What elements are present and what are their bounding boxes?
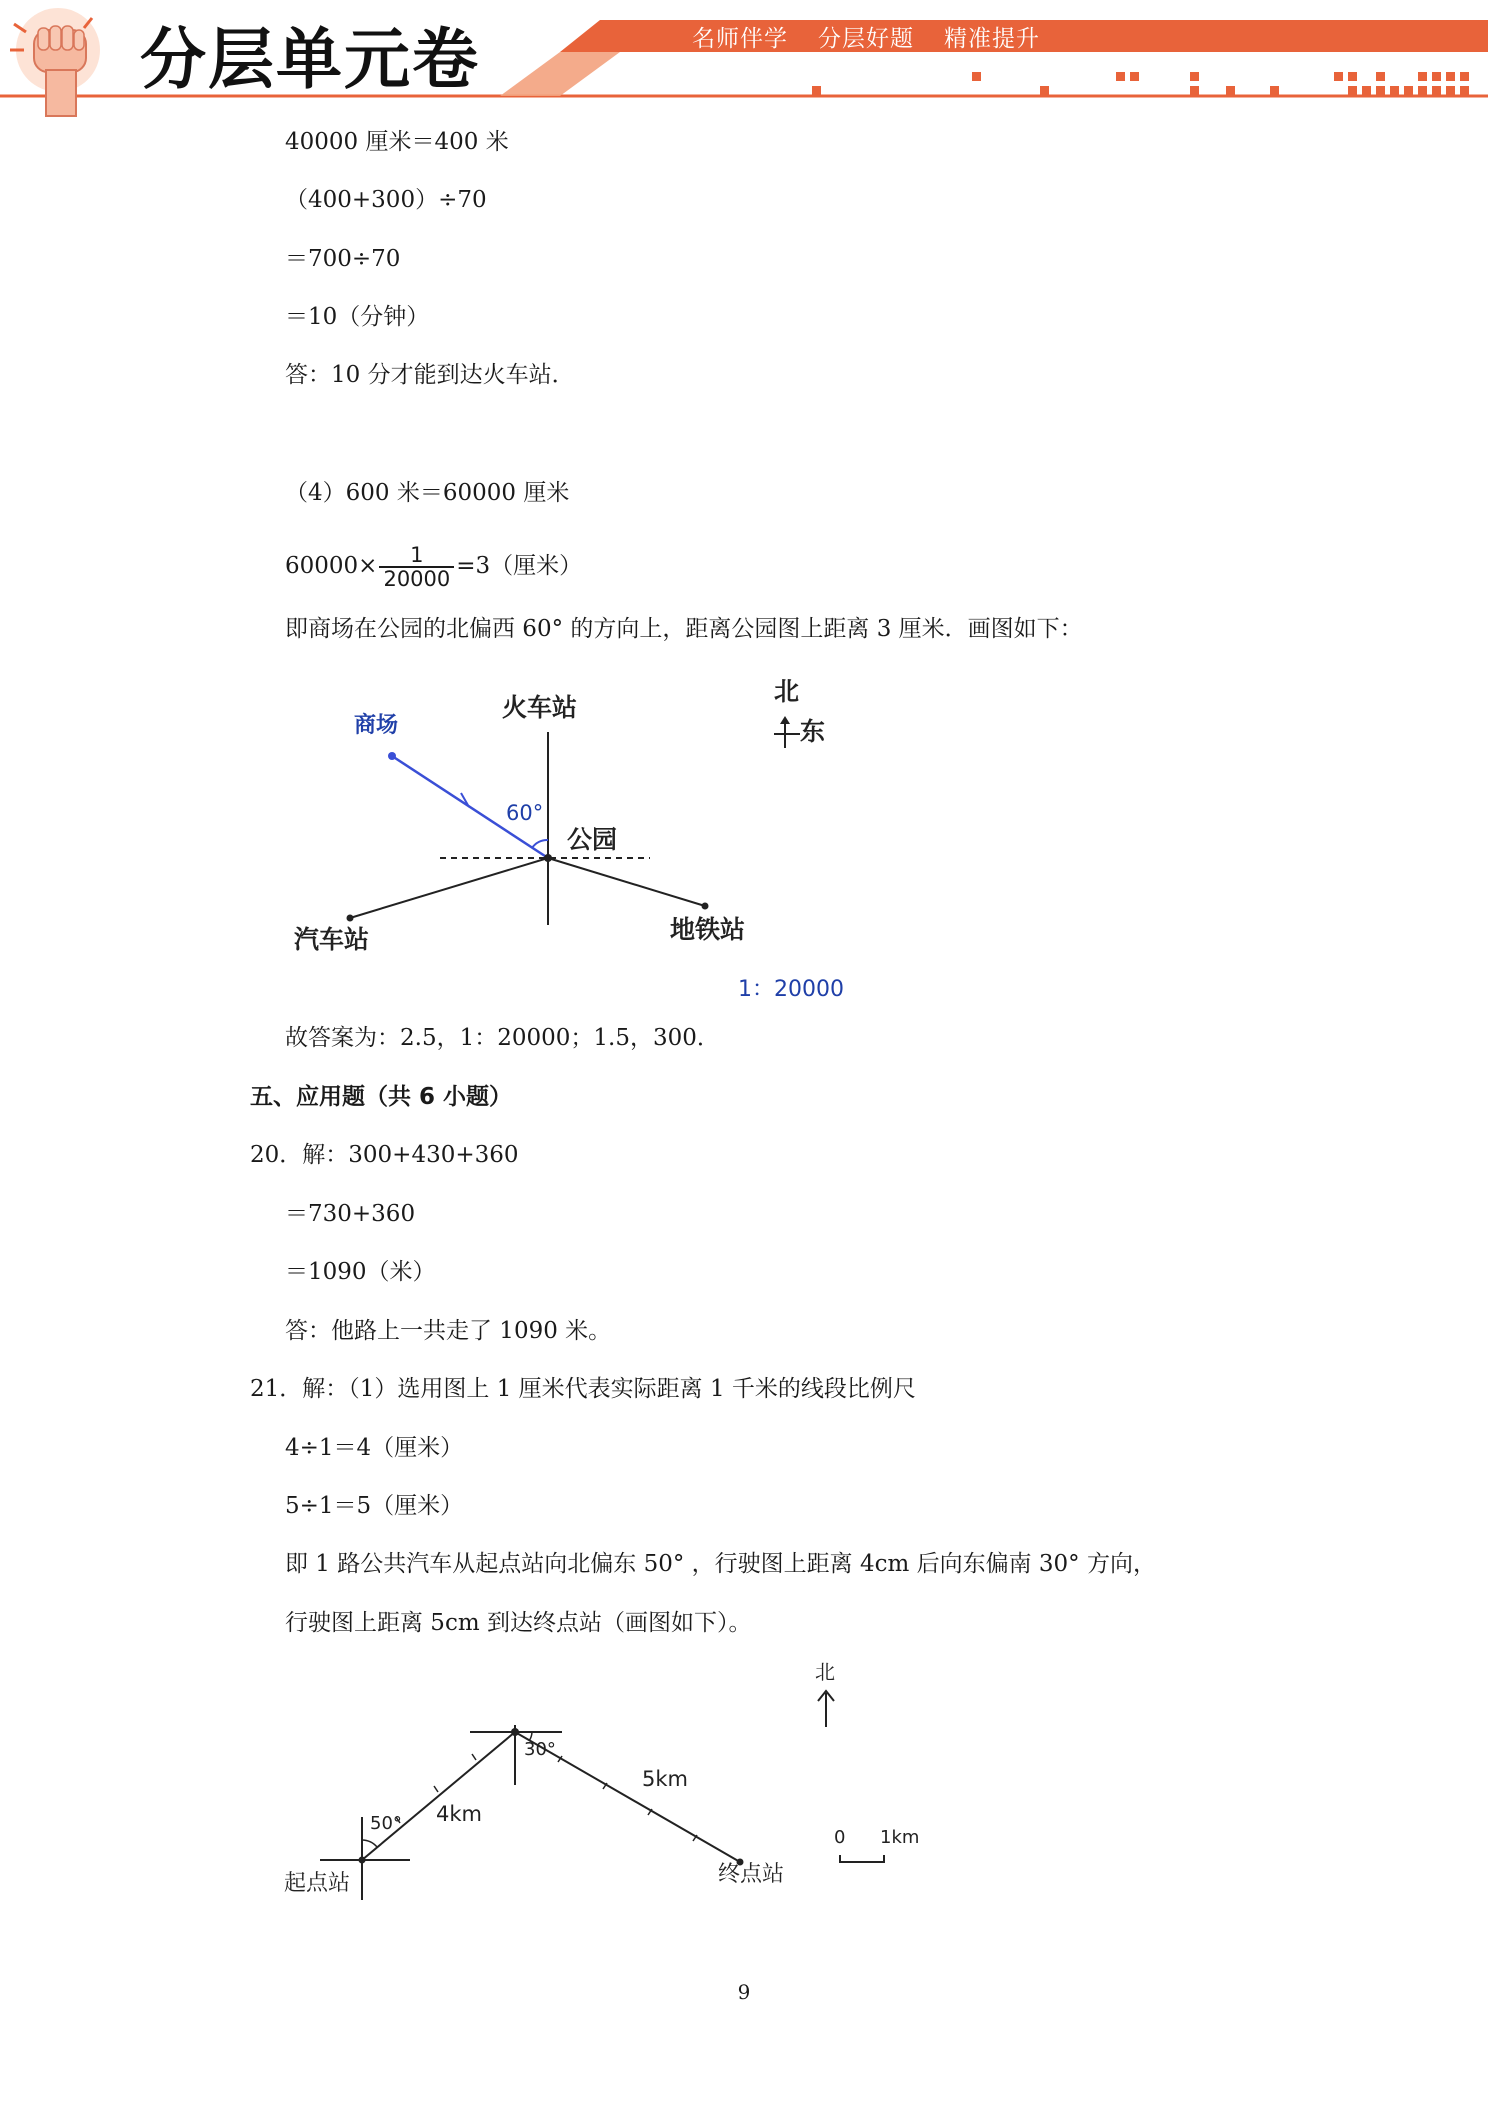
label-4km: 4km [436,1802,482,1826]
text-line: 答：10 分才能到达火车站． [285,362,575,388]
formula-lhs: 60000× [285,553,378,579]
label-scale-zero: 0 [834,1827,846,1848]
label-train-station: 火车站 [502,693,578,722]
text-line: 40000 厘米＝400 米 [285,129,509,155]
fraction [379,544,454,590]
bus-station-point [347,915,354,922]
page-number: 9 [737,1980,751,2004]
direction-map-figure [280,660,870,1010]
slogan-2: 分层好题 [818,26,914,52]
brand-title: 分层单元卷 [140,21,480,98]
turn-point [511,1728,519,1736]
label-subway-station: 地铁站 [670,915,746,944]
bus-station-line [350,858,548,918]
label-start-station: 起点站 [284,1871,351,1896]
text-line: ＝700÷70 [285,246,401,272]
text-line: ＝10（分钟） [285,304,430,330]
label-end-station: 终点站 [718,1862,785,1887]
label-angle-30: 30° [524,1739,556,1760]
label-east: 东 [800,717,826,746]
text-line: ＝1090（米） [285,1259,436,1285]
text-line: 20．解：300+430+360 [250,1142,519,1168]
page-header [0,0,1488,120]
bus-route-figure [270,1655,950,1915]
mall-point [388,752,396,760]
angle-arc-50 [362,1840,377,1847]
section-heading: 五、应用题（共 6 小题） [250,1084,513,1110]
slogan-1: 名师伴学 [692,26,788,52]
text-line: （400+300）÷70 [285,187,487,213]
label-north: 北 [815,1660,835,1684]
label-scale: 1：20000 [738,977,844,1002]
formula-line [285,538,582,594]
text-line: 5÷1＝5（厘米） [285,1493,464,1519]
label-scale-1km: 1km [880,1827,920,1848]
label-north: 北 [774,677,800,706]
fraction-denominator: 20000 [379,566,454,590]
route-segment-4km [362,1732,515,1860]
text-line: 答：他路上一共走了 1090 米。 [285,1318,612,1344]
label-bus-station: 汽车站 [294,925,370,954]
text-line: ＝730+360 [285,1201,416,1227]
subway-station-line [548,858,705,906]
label-angle-50: 50° [370,1813,402,1834]
label-angle-60: 60° [506,801,544,825]
formula-rhs: =3（厘米） [456,553,583,579]
park-point [544,854,552,862]
text-line: 21．解：（1）选用图上 1 厘米代表实际距离 1 千米的线段比例尺 [250,1376,916,1402]
start-point [359,1857,366,1864]
text-line: 故答案为：2.5，1：20000；1.5，300． [285,1025,720,1051]
text-line: 行驶图上距离 5cm 到达终点站（画图如下）。 [285,1610,752,1636]
text-line: （4）600 米＝60000 厘米 [285,480,570,506]
scale-bar [840,1855,884,1862]
text-line: 即 1 路公共汽车从起点站向北偏东 50° ，行驶图上距离 4cm 后向东偏南 30° 方向， [285,1551,1156,1577]
label-mall: 商场 [354,713,399,738]
label-5km: 5km [642,1767,688,1791]
text-line: 4÷1＝4（厘米） [285,1435,464,1461]
angle-arc [532,840,548,848]
slogan-3: 精准提升 [944,26,1040,52]
fraction-numerator: 1 [410,543,424,567]
subway-station-point [702,903,709,910]
text-line: 即商场在公园的北偏西 60° 的方向上，距离公园图上距离 3 厘米．画图如下： [285,616,1083,642]
label-park: 公园 [567,825,618,854]
fist-logo-icon [10,8,100,116]
